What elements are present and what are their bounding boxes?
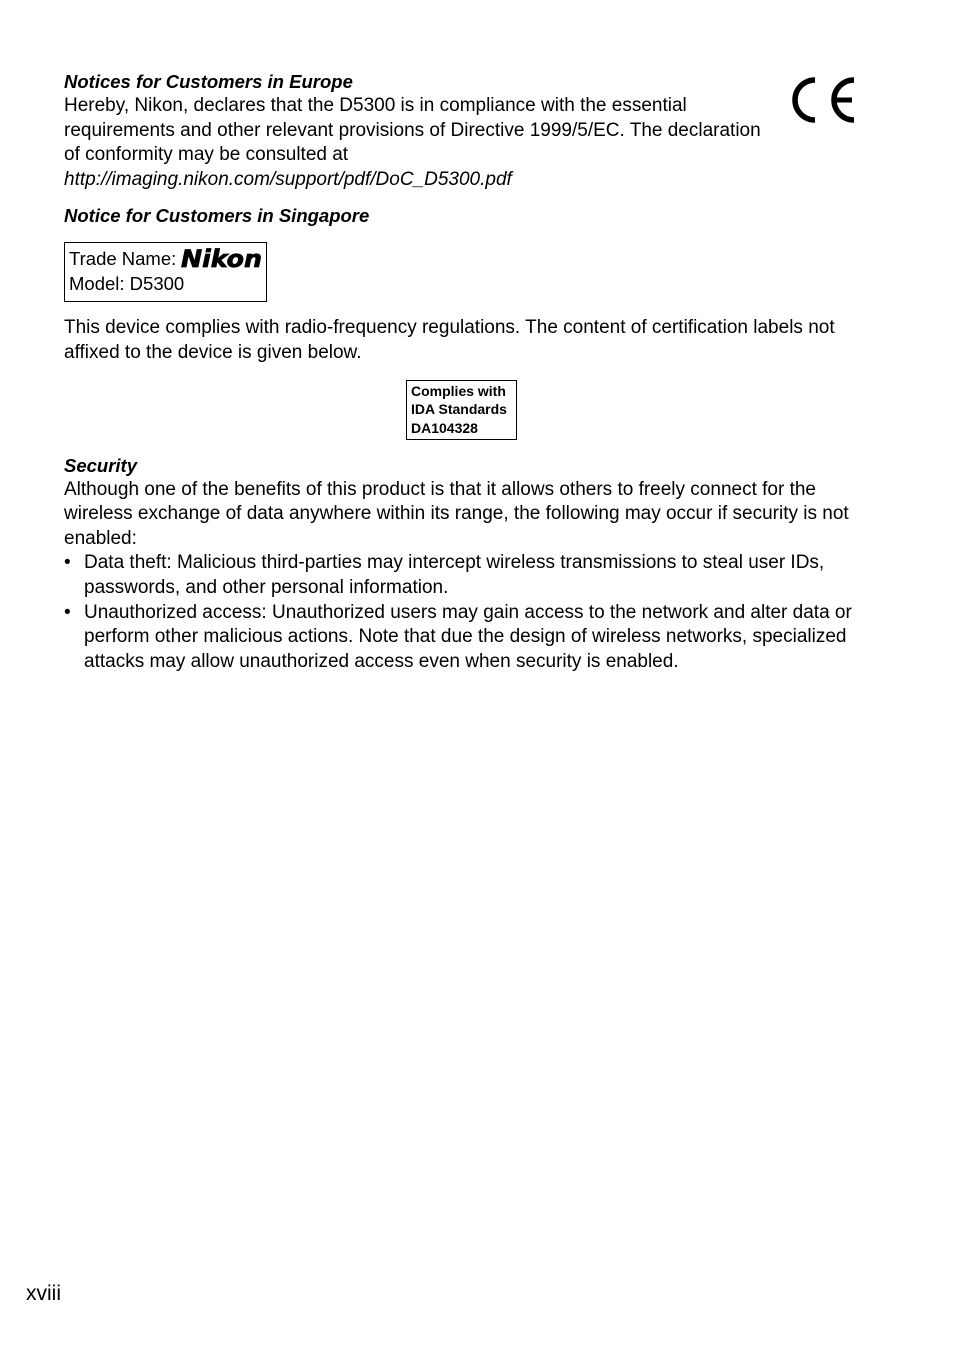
security-bullet-list bbox=[64, 551, 856, 674]
bullet-text-unauthorized-access: Unauthorized access: Unauthorized users may gain access to the network and alter data or perform other malicious actions. Note that due the design of wireless networks, specialized attacks may allow unauthorized access even when security is enabled. bbox=[84, 601, 852, 672]
conformity-url: http://imaging.nikon.com/support/pdf/DoC_D5300.pdf bbox=[64, 168, 512, 190]
security-notice bbox=[64, 454, 856, 675]
ida-certification-label bbox=[406, 380, 517, 441]
trade-name-row bbox=[69, 245, 266, 271]
bullet-text-data-theft: Data theft: Malicious third-parties may intercept wireless transmissions to steal user IDs, passwords, and other personal information. bbox=[84, 552, 825, 598]
ida-label-area bbox=[64, 380, 856, 440]
singapore-notice bbox=[64, 204, 856, 439]
trade-name-box bbox=[64, 242, 267, 302]
security-intro: Although one of the benefits of this product is that it allows others to freely connect for the wireless exchange of data anywhere within its range, the following may occur if security is not enabled: bbox=[64, 478, 849, 549]
nikon-logo bbox=[180, 245, 264, 271]
device-compliance-text: This device complies with radio-frequency regulations. The content of certification labels not affixed to the device is given below. bbox=[64, 317, 835, 363]
svg-text:Nikon: Nikon bbox=[181, 245, 263, 272]
europe-notice bbox=[64, 70, 856, 192]
europe-heading: Notices for Customers in Europe bbox=[64, 71, 353, 92]
europe-text: Hereby, Nikon, declares that the D5300 is in compliance with the essential requirements and other relevant provisions of Directive 1999/5/EC. The declaration of conformity may be consulted at bbox=[64, 95, 761, 166]
model-label: Model: D5300 bbox=[69, 273, 185, 295]
trade-name-label: Trade Name: bbox=[69, 247, 177, 269]
list-item bbox=[64, 551, 856, 600]
list-item bbox=[64, 601, 856, 675]
bullet-icon: • bbox=[64, 601, 71, 623]
ida-line-2: IDA Standards bbox=[411, 401, 507, 418]
page-number: xviii bbox=[26, 1282, 61, 1305]
bullet-icon: • bbox=[64, 552, 71, 574]
ida-line-1: Complies with bbox=[411, 382, 506, 399]
singapore-heading: Notice for Customers in Singapore bbox=[64, 205, 370, 227]
security-heading: Security bbox=[64, 454, 138, 476]
main-content bbox=[64, 70, 856, 674]
ida-line-3: DA104328 bbox=[411, 419, 478, 436]
